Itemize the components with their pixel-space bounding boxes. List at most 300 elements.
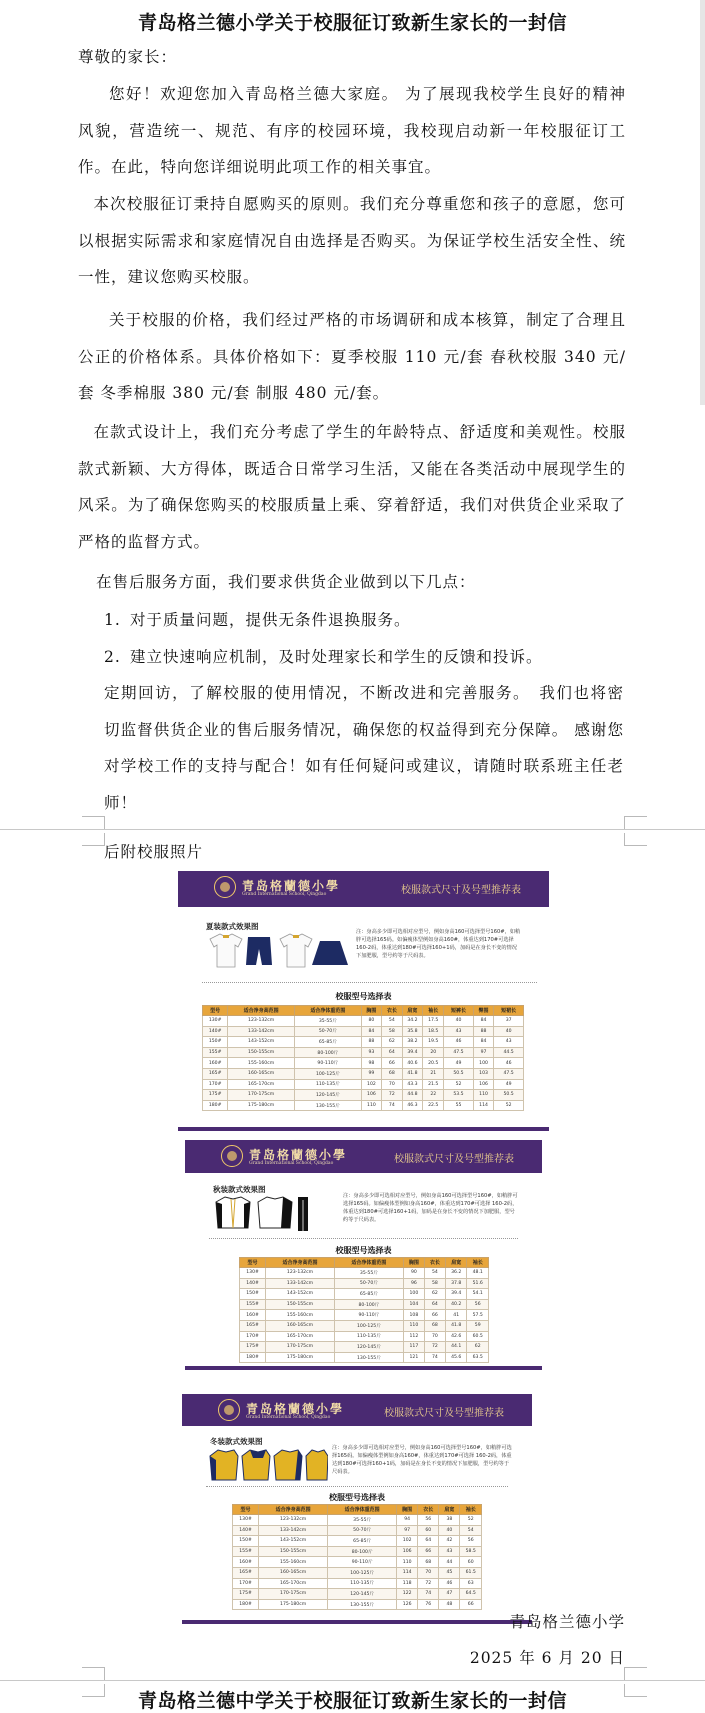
divider bbox=[209, 1238, 518, 1239]
chart-banner bbox=[182, 1394, 532, 1426]
table-cell: 72 bbox=[382, 1090, 402, 1101]
table-cell: 160# bbox=[233, 1557, 259, 1568]
column-header: 臀围 bbox=[473, 1006, 493, 1016]
table-cell: 34.2 bbox=[402, 1016, 423, 1027]
table-cell: 170# bbox=[203, 1079, 228, 1090]
table-cell: 56 bbox=[467, 1299, 489, 1310]
table-cell: 70 bbox=[418, 1567, 439, 1578]
table-cell: 72 bbox=[424, 1342, 445, 1353]
table-cell: 90-110斤 bbox=[334, 1310, 403, 1321]
table-cell: 94 bbox=[397, 1515, 418, 1526]
page-break bbox=[0, 829, 705, 830]
size-table bbox=[202, 1005, 524, 1111]
table-cell: 54 bbox=[424, 1268, 445, 1279]
school-name-en: Grand International School, Qingdao bbox=[249, 1161, 334, 1166]
table-cell: 165-170cm bbox=[259, 1578, 328, 1589]
list-text: 建立快速响应机制，及时处理家长和学生的反馈和投诉。 bbox=[130, 648, 543, 666]
divider bbox=[206, 1486, 508, 1487]
section-title: 冬装款式效果图 bbox=[210, 1437, 263, 1446]
table-cell: 56 bbox=[460, 1536, 482, 1547]
table-cell: 43 bbox=[494, 1037, 524, 1048]
table-cell: 58.5 bbox=[460, 1546, 482, 1557]
table-cell: 35-55斤 bbox=[294, 1016, 361, 1027]
banner-title: 校服款式尺寸及号型推荐表 bbox=[401, 885, 521, 896]
autumn-uniform-image bbox=[213, 1194, 313, 1234]
table-cell: 130-155斤 bbox=[294, 1100, 361, 1111]
table-row bbox=[233, 1515, 482, 1526]
table-cell: 46 bbox=[444, 1037, 474, 1048]
table-cell: 130-155斤 bbox=[334, 1352, 403, 1363]
table-cell: 175-180cm bbox=[259, 1599, 328, 1610]
table-cell: 47 bbox=[439, 1589, 460, 1600]
size-note: 注：身高多少即可选相对应型号，例如身高160可选择型号160#，如稍胖可选择165码。如偏瘦体型例如身高160#，体重达到170#可选择 160-2码，体重达到180#可选择160+1码，加码是在身长不变的情况下加肥服，型号约等于尺码表。 bbox=[356, 929, 521, 959]
table-row bbox=[233, 1599, 482, 1610]
list-number: 2. bbox=[104, 648, 121, 666]
table-cell: 106 bbox=[473, 1079, 493, 1090]
table-cell: 48.1 bbox=[467, 1268, 489, 1279]
table-cell: 59 bbox=[467, 1320, 489, 1331]
table-cell: 76 bbox=[418, 1599, 439, 1610]
section-title: 夏装款式效果图 bbox=[206, 922, 259, 931]
column-header: 型号 bbox=[240, 1258, 266, 1268]
size-table bbox=[239, 1257, 489, 1363]
table-cell: 64 bbox=[382, 1047, 402, 1058]
table-cell: 63.5 bbox=[467, 1352, 489, 1363]
table-cell: 165# bbox=[203, 1068, 228, 1079]
table-cell: 52 bbox=[460, 1515, 482, 1526]
column-header: 衣长 bbox=[382, 1006, 402, 1016]
table-cell: 165# bbox=[233, 1567, 259, 1578]
list-text: 对于质量问题，提供无条件退换服务。 bbox=[130, 611, 411, 629]
column-header: 适合净体重范围 bbox=[294, 1006, 361, 1016]
table-cell: 108 bbox=[403, 1310, 424, 1321]
column-header: 适合净体重范围 bbox=[328, 1505, 397, 1515]
table-header-row bbox=[240, 1258, 489, 1268]
table-cell: 180# bbox=[203, 1100, 228, 1111]
table-cell: 120-145斤 bbox=[328, 1589, 397, 1600]
table-cell: 41.8 bbox=[445, 1320, 466, 1331]
column-header: 袖长 bbox=[460, 1505, 482, 1515]
size-note: 注：身高多少即可选相对应型号，例如身高160可选择型号160#，如稍胖可选择165码。如偏瘦体型例如身高160#，体重达到170#可选择 160-2码，体重达到180#可选择160+1码，加码是在身长不变的情况下加肥服，型号约等于尺码表。 bbox=[343, 1193, 518, 1223]
list-item bbox=[104, 608, 411, 630]
table-cell: 64 bbox=[424, 1299, 445, 1310]
table-cell: 36.2 bbox=[445, 1268, 466, 1279]
table-row bbox=[203, 1047, 524, 1058]
table-cell: 50-70斤 bbox=[294, 1026, 361, 1037]
column-header: 胸围 bbox=[361, 1006, 381, 1016]
table-cell: 98 bbox=[361, 1058, 381, 1069]
table-cell: 45 bbox=[439, 1567, 460, 1578]
winter-uniform-image bbox=[208, 1448, 328, 1484]
section-title: 秋装款式效果图 bbox=[213, 1185, 266, 1194]
table-row bbox=[203, 1100, 524, 1111]
table-cell: 150# bbox=[233, 1536, 259, 1547]
table-cell: 102 bbox=[361, 1079, 381, 1090]
table-cell: 22 bbox=[423, 1090, 444, 1101]
table-cell: 68 bbox=[418, 1557, 439, 1568]
column-header: 胸围 bbox=[403, 1258, 424, 1268]
table-header-row bbox=[203, 1006, 524, 1016]
column-header: 袖长 bbox=[467, 1258, 489, 1268]
crop-mark bbox=[82, 816, 105, 829]
table-cell: 180# bbox=[233, 1599, 259, 1610]
table-cell: 155# bbox=[240, 1299, 266, 1310]
paragraph-price: 关于校服的价格，我们经过严格的市场调研和成本核算，制定了合理且公正的价格体系。具体价格如下：夏季校服 110 元/套 春秋校服 340 元/套 冬季棉服 380 元/套 制服 480 元/套。 bbox=[78, 311, 626, 402]
table-cell: 21 bbox=[423, 1068, 444, 1079]
table-cell: 150# bbox=[240, 1289, 266, 1300]
school-name-en: Grand International School, Qingdao bbox=[242, 892, 327, 897]
table-cell: 110-135斤 bbox=[328, 1578, 397, 1589]
table-cell: 58 bbox=[424, 1278, 445, 1289]
table-cell: 140# bbox=[233, 1525, 259, 1536]
table-row bbox=[203, 1016, 524, 1027]
table-cell: 58 bbox=[382, 1026, 402, 1037]
table-cell: 49 bbox=[494, 1079, 524, 1090]
table-cell: 130# bbox=[240, 1268, 266, 1279]
table-cell: 114 bbox=[473, 1100, 493, 1111]
column-header: 胸围 bbox=[397, 1505, 418, 1515]
letter-date: 2025 年 6 月 20 日 bbox=[469, 1649, 625, 1667]
table-cell: 44.8 bbox=[402, 1090, 423, 1101]
table-cell: 40.2 bbox=[445, 1299, 466, 1310]
table-cell: 56 bbox=[418, 1515, 439, 1526]
table-title: 校服型号选择表 bbox=[329, 1493, 385, 1502]
table-cell: 65-85斤 bbox=[294, 1037, 361, 1048]
table-cell: 143-152cm bbox=[228, 1037, 295, 1048]
letter-title: 青岛格兰德小学关于校服征订致新生家长的一封信 bbox=[137, 12, 567, 34]
table-cell: 100-125斤 bbox=[294, 1068, 361, 1079]
table-row bbox=[203, 1037, 524, 1048]
table-row bbox=[233, 1589, 482, 1600]
table-cell: 43.3 bbox=[402, 1079, 423, 1090]
table-cell: 165-170cm bbox=[228, 1079, 295, 1090]
table-cell: 62 bbox=[382, 1037, 402, 1048]
table-cell: 52 bbox=[494, 1100, 524, 1111]
table-cell: 93 bbox=[361, 1047, 381, 1058]
table-cell: 61.5 bbox=[460, 1567, 482, 1578]
table-row bbox=[240, 1342, 489, 1353]
table-cell: 70 bbox=[424, 1331, 445, 1342]
table-cell: 65-85斤 bbox=[334, 1289, 403, 1300]
table-cell: 54.1 bbox=[467, 1289, 489, 1300]
table-cell: 103 bbox=[473, 1068, 493, 1079]
column-header: 短裤长 bbox=[444, 1006, 474, 1016]
table-cell: 74 bbox=[382, 1100, 402, 1111]
salutation: 尊敬的家长： bbox=[78, 48, 178, 66]
table-cell: 18.5 bbox=[423, 1026, 444, 1037]
crop-mark bbox=[624, 833, 647, 846]
chart-banner bbox=[185, 1140, 542, 1173]
column-header: 衣长 bbox=[418, 1505, 439, 1515]
table-row bbox=[203, 1068, 524, 1079]
table-cell: 150-155cm bbox=[228, 1047, 295, 1058]
column-header: 肩宽 bbox=[445, 1258, 466, 1268]
table-cell: 175# bbox=[233, 1589, 259, 1600]
table-cell: 51.6 bbox=[467, 1278, 489, 1289]
banner-title: 校服款式尺寸及号型推荐表 bbox=[394, 1154, 514, 1165]
column-header: 型号 bbox=[203, 1006, 228, 1016]
divider bbox=[202, 982, 537, 983]
column-header: 肩宽 bbox=[402, 1006, 423, 1016]
table-cell: 20 bbox=[423, 1047, 444, 1058]
table-cell: 160# bbox=[240, 1310, 266, 1321]
summer-uniform-image bbox=[206, 931, 356, 971]
table-cell: 38.2 bbox=[402, 1037, 423, 1048]
table-cell: 50-70斤 bbox=[334, 1278, 403, 1289]
table-cell: 64.5 bbox=[460, 1589, 482, 1600]
table-cell: 165# bbox=[240, 1320, 266, 1331]
table-cell: 170-175cm bbox=[266, 1342, 335, 1353]
table-cell: 80-100斤 bbox=[334, 1299, 403, 1310]
table-cell: 88 bbox=[473, 1026, 493, 1037]
table-row bbox=[203, 1058, 524, 1069]
table-cell: 155-160cm bbox=[259, 1557, 328, 1568]
table-cell: 53.5 bbox=[444, 1090, 474, 1101]
table-cell: 165-170cm bbox=[266, 1331, 335, 1342]
table-cell: 110-135斤 bbox=[294, 1079, 361, 1090]
table-cell: 54 bbox=[460, 1525, 482, 1536]
table-cell: 65-85斤 bbox=[328, 1536, 397, 1547]
table-cell: 22.5 bbox=[423, 1100, 444, 1111]
table-cell: 17.5 bbox=[423, 1016, 444, 1027]
paragraph-service: 在售后服务方面，我们要求供货企业做到以下几点： bbox=[96, 573, 476, 591]
table-cell: 104 bbox=[403, 1299, 424, 1310]
table-cell: 37 bbox=[494, 1016, 524, 1027]
paragraph-closing: 定期回访，了解校服的使用情况，不断改进和完善服务。 我们也将密切监督供货企业的售后服务情况，确保您的权益得到充分保障。 感谢您对学校工作的支持与配合！如有任何疑问或建议，请随时联系班主任老师！ bbox=[104, 684, 624, 812]
table-cell: 84 bbox=[473, 1016, 493, 1027]
table-cell: 110 bbox=[397, 1557, 418, 1568]
table-cell: 155-160cm bbox=[228, 1058, 295, 1069]
table-cell: 50.5 bbox=[444, 1068, 474, 1079]
table-cell: 130# bbox=[203, 1016, 228, 1027]
signature: 青岛格兰德小学 bbox=[509, 1613, 625, 1631]
table-row bbox=[233, 1578, 482, 1589]
table-cell: 114 bbox=[397, 1567, 418, 1578]
school-name: 青岛格蘭德小學 bbox=[246, 1402, 345, 1416]
table-cell: 66 bbox=[460, 1599, 482, 1610]
school-logo-icon bbox=[214, 876, 236, 898]
table-cell: 122 bbox=[397, 1589, 418, 1600]
table-cell: 45.6 bbox=[445, 1352, 466, 1363]
size-chart-winter bbox=[182, 1394, 532, 1624]
table-cell: 47.5 bbox=[494, 1068, 524, 1079]
table-cell: 90-110斤 bbox=[328, 1557, 397, 1568]
chart-footbar bbox=[178, 1127, 549, 1131]
table-row bbox=[240, 1310, 489, 1321]
table-cell: 155# bbox=[203, 1047, 228, 1058]
table-cell: 175# bbox=[203, 1090, 228, 1101]
school-name: 青岛格蘭德小學 bbox=[242, 879, 341, 893]
table-cell: 40 bbox=[494, 1026, 524, 1037]
table-cell: 63 bbox=[460, 1578, 482, 1589]
column-header: 肩宽 bbox=[439, 1505, 460, 1515]
paragraph-design: 在款式设计上，我们充分考虑了学生的年龄特点、舒适度和美观性。校服款式新颖、大方得体，既适合日常学习生活，又能在各类活动中展现学生的风采。为了确保您购买的校服质量上乘、穿着舒适，我们对供货企业采取了严格的监督方式。 bbox=[78, 423, 626, 551]
size-table bbox=[232, 1504, 482, 1610]
table-cell: 106 bbox=[397, 1546, 418, 1557]
table-row bbox=[240, 1278, 489, 1289]
table-cell: 130-155斤 bbox=[328, 1599, 397, 1610]
table-cell: 84 bbox=[473, 1037, 493, 1048]
table-row bbox=[203, 1090, 524, 1101]
table-cell: 52 bbox=[444, 1079, 474, 1090]
table-cell: 44.5 bbox=[494, 1047, 524, 1058]
table-cell: 126 bbox=[397, 1599, 418, 1610]
table-cell: 100 bbox=[403, 1289, 424, 1300]
table-cell: 80-100斤 bbox=[328, 1546, 397, 1557]
table-cell: 40.6 bbox=[402, 1058, 423, 1069]
table-cell: 66 bbox=[424, 1310, 445, 1321]
table-cell: 112 bbox=[403, 1331, 424, 1342]
size-chart-autumn bbox=[185, 1140, 542, 1370]
table-cell: 100 bbox=[473, 1058, 493, 1069]
table-cell: 160# bbox=[203, 1058, 228, 1069]
table-cell: 123-132cm bbox=[259, 1515, 328, 1526]
table-cell: 170-175cm bbox=[228, 1090, 295, 1101]
table-cell: 80 bbox=[361, 1016, 381, 1027]
table-cell: 20.5 bbox=[423, 1058, 444, 1069]
crop-mark bbox=[624, 1667, 647, 1680]
paragraph-voluntary: 本次校服征订秉持自愿购买的原则。我们充分尊重您和孩子的意愿，您可以根据实际需求和家庭情况自由选择是否购买。为保证学校生活安全性、统一性，建议您购买校服。 bbox=[78, 195, 626, 286]
table-cell: 100-125斤 bbox=[328, 1567, 397, 1578]
table-cell: 97 bbox=[397, 1525, 418, 1536]
table-cell: 21.5 bbox=[423, 1079, 444, 1090]
table-cell: 97 bbox=[473, 1047, 493, 1058]
table-row bbox=[203, 1079, 524, 1090]
table-cell: 43 bbox=[439, 1546, 460, 1557]
list-number: 1. bbox=[104, 611, 121, 629]
table-cell: 143-152cm bbox=[259, 1536, 328, 1547]
table-cell: 84 bbox=[361, 1026, 381, 1037]
school-logo-icon bbox=[218, 1399, 240, 1421]
crop-mark bbox=[82, 833, 105, 846]
table-cell: 180# bbox=[240, 1352, 266, 1363]
table-cell: 66 bbox=[418, 1546, 439, 1557]
table-cell: 155-160cm bbox=[266, 1310, 335, 1321]
table-cell: 160-165cm bbox=[259, 1567, 328, 1578]
table-cell: 160-165cm bbox=[266, 1320, 335, 1331]
table-cell: 80-100斤 bbox=[294, 1047, 361, 1058]
table-cell: 160-165cm bbox=[228, 1068, 295, 1079]
table-cell: 62 bbox=[424, 1289, 445, 1300]
table-cell: 170# bbox=[240, 1331, 266, 1342]
table-row bbox=[240, 1320, 489, 1331]
banner-title: 校服款式尺寸及号型推荐表 bbox=[384, 1408, 504, 1419]
table-cell: 46 bbox=[494, 1058, 524, 1069]
table-cell: 175-180cm bbox=[266, 1352, 335, 1363]
table-cell: 88 bbox=[361, 1037, 381, 1048]
chart-banner bbox=[178, 871, 549, 907]
table-cell: 110 bbox=[403, 1320, 424, 1331]
table-cell: 170-175cm bbox=[259, 1589, 328, 1600]
table-row bbox=[203, 1026, 524, 1037]
chart-footbar bbox=[182, 1620, 532, 1624]
table-cell: 74 bbox=[418, 1589, 439, 1600]
table-cell: 50.5 bbox=[494, 1090, 524, 1101]
table-cell: 43 bbox=[444, 1026, 474, 1037]
table-cell: 150-155cm bbox=[266, 1299, 335, 1310]
table-row bbox=[240, 1299, 489, 1310]
table-row bbox=[233, 1557, 482, 1568]
table-cell: 64 bbox=[418, 1536, 439, 1547]
table-cell: 68 bbox=[382, 1068, 402, 1079]
table-cell: 120-145斤 bbox=[294, 1090, 361, 1101]
table-cell: 150-155cm bbox=[259, 1546, 328, 1557]
page-break bbox=[0, 1680, 705, 1681]
table-cell: 110 bbox=[473, 1090, 493, 1101]
table-cell: 39.4 bbox=[402, 1047, 423, 1058]
table-cell: 143-152cm bbox=[266, 1289, 335, 1300]
table-cell: 40 bbox=[439, 1525, 460, 1536]
table-cell: 150# bbox=[203, 1037, 228, 1048]
table-cell: 39.4 bbox=[445, 1289, 466, 1300]
table-cell: 118 bbox=[397, 1578, 418, 1589]
next-letter-title: 青岛格兰德中学关于校服征订致新生家长的一封信 bbox=[137, 1690, 567, 1712]
table-title: 校服型号选择表 bbox=[335, 992, 392, 1001]
size-note: 注：身高多少即可选相对应型号，例如身高160可选择型号160#，如稍胖可选择165码。如偏瘦体型例如身高160#，体重达到170#可选择 160-2码，体重达到180#可选择160+1码，加码是在身长不变的情况下加肥服，型号约等于尺码表。 bbox=[332, 1445, 512, 1475]
school-logo-icon bbox=[221, 1145, 243, 1167]
crop-mark bbox=[624, 816, 647, 829]
table-cell: 46 bbox=[439, 1578, 460, 1589]
scrollbar[interactable] bbox=[700, 0, 705, 405]
table-cell: 19.5 bbox=[423, 1037, 444, 1048]
table-cell: 60 bbox=[418, 1525, 439, 1536]
table-cell: 123-132cm bbox=[228, 1016, 295, 1027]
chart-footbar bbox=[185, 1366, 542, 1370]
table-cell: 121 bbox=[403, 1352, 424, 1363]
table-cell: 100-125斤 bbox=[334, 1320, 403, 1331]
table-cell: 40 bbox=[444, 1016, 474, 1027]
table-cell: 72 bbox=[418, 1578, 439, 1589]
table-row bbox=[233, 1546, 482, 1557]
column-header: 适合净身高范围 bbox=[259, 1505, 328, 1515]
crop-mark bbox=[82, 1667, 105, 1680]
table-cell: 60 bbox=[460, 1557, 482, 1568]
column-header: 适合净体重范围 bbox=[334, 1258, 403, 1268]
table-title: 校服型号选择表 bbox=[335, 1246, 392, 1255]
table-cell: 54 bbox=[382, 1016, 402, 1027]
table-cell: 102 bbox=[397, 1536, 418, 1547]
school-name-en: Grand International School, Qingdao bbox=[246, 1415, 331, 1420]
table-cell: 170# bbox=[233, 1578, 259, 1589]
column-header: 衣长 bbox=[424, 1258, 445, 1268]
table-cell: 41 bbox=[445, 1310, 466, 1321]
school-name: 青岛格蘭德小學 bbox=[249, 1148, 348, 1162]
table-cell: 35-55斤 bbox=[334, 1268, 403, 1279]
table-row bbox=[233, 1536, 482, 1547]
table-cell: 42 bbox=[439, 1536, 460, 1547]
table-cell: 44.1 bbox=[445, 1342, 466, 1353]
table-cell: 110-135斤 bbox=[334, 1331, 403, 1342]
table-row bbox=[240, 1268, 489, 1279]
table-cell: 96 bbox=[403, 1278, 424, 1289]
table-cell: 74 bbox=[424, 1352, 445, 1363]
table-cell: 140# bbox=[240, 1278, 266, 1289]
table-cell: 66 bbox=[382, 1058, 402, 1069]
list-item bbox=[104, 645, 543, 667]
column-header: 袖长 bbox=[423, 1006, 444, 1016]
table-row bbox=[240, 1289, 489, 1300]
table-cell: 133-142cm bbox=[266, 1278, 335, 1289]
table-cell: 35.8 bbox=[402, 1026, 423, 1037]
table-cell: 68 bbox=[424, 1320, 445, 1331]
table-cell: 60.5 bbox=[467, 1331, 489, 1342]
table-row bbox=[240, 1331, 489, 1342]
table-cell: 46.3 bbox=[402, 1100, 423, 1111]
table-cell: 38 bbox=[439, 1515, 460, 1526]
table-header-row bbox=[233, 1505, 482, 1515]
table-cell: 106 bbox=[361, 1090, 381, 1101]
paragraph-welcome: 您好！欢迎您加入青岛格兰德大家庭。 为了展现我校学生良好的精神风貌，营造统一、规范、有序的校园环境，我校现启动新一年校服征订工作。在此，特向您详细说明此项工作的相关事宜。 bbox=[78, 85, 626, 176]
